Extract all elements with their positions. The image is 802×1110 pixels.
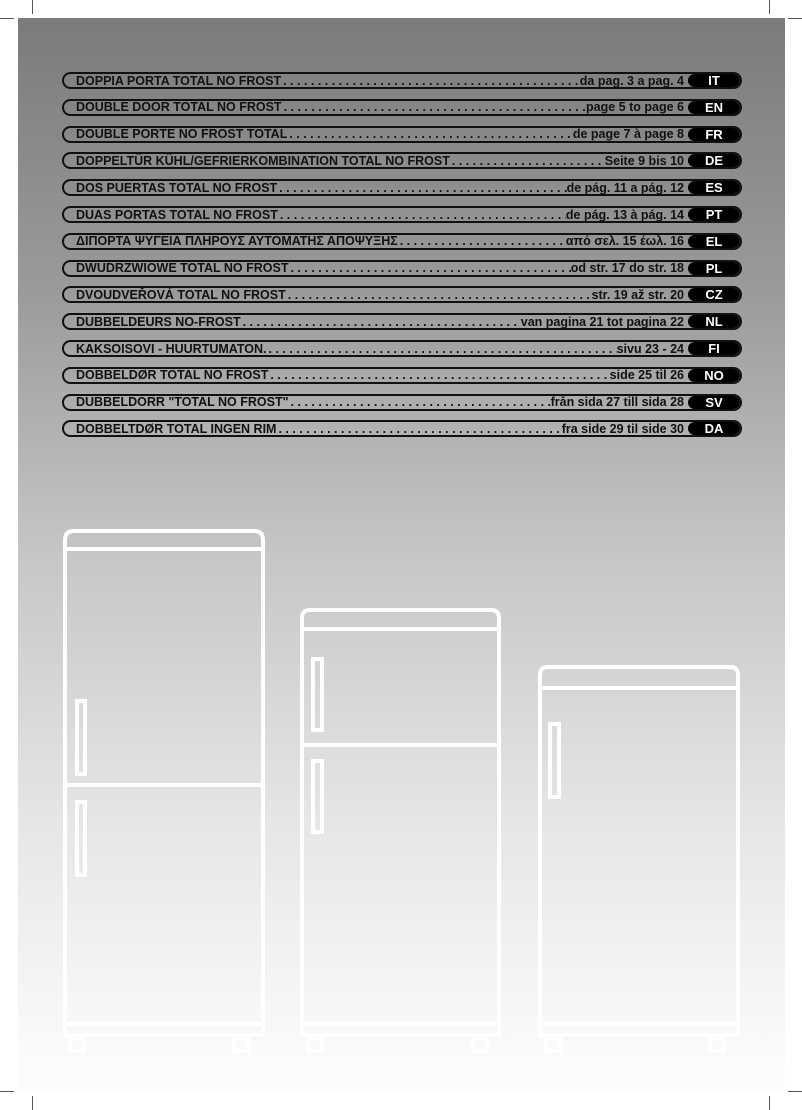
language-badge: SV: [688, 396, 740, 409]
section-title: DUAS PORTAS TOTAL NO FROST: [76, 207, 278, 222]
language-badge: PT: [688, 208, 740, 221]
language-badge: FR: [688, 128, 740, 141]
fridge-double-door-medium-icon: [302, 610, 499, 1051]
page-range: de page 7 à page 8: [572, 127, 684, 142]
fridge-double-door-large-icon: [65, 531, 263, 1051]
section-title: DWUDRZWIOWE TOTAL NO FROST: [76, 261, 289, 276]
page-range: de pág. 11 a pág. 12: [566, 180, 684, 195]
section-title: DOPPIA PORTA TOTAL NO FROST: [76, 73, 282, 88]
page-range: fra side 29 til side 30: [561, 421, 684, 436]
language-badge: PL: [688, 262, 740, 275]
page-range: page 5 to page 6: [586, 100, 684, 115]
language-badge: FI: [688, 342, 740, 355]
page-range: da pag. 3 a pag. 4: [579, 73, 684, 88]
page-range: side 25 til 26: [609, 368, 684, 383]
section-title: DOUBLE DOOR TOTAL NO FROST: [76, 100, 282, 115]
page-range: från sida 27 till sida 28: [550, 395, 684, 410]
language-badge: EL: [688, 235, 740, 248]
section-title: ΔΙΠΟΡΤΑ ΨΥΓΕΙΑ ΠΛΗΡΟΥΣ ΑΥΤΟΜΑΤΗΣ ΑΠΟΨΥΞΗΣ: [76, 234, 398, 249]
section-title: DOBBELTDØR TOTAL INGEN RIM: [76, 421, 277, 436]
page-range: από σελ. 15 έωλ. 16: [565, 234, 684, 249]
language-badge: DA: [688, 422, 740, 435]
section-title: DOBBELDØR TOTAL NO FROST: [76, 368, 269, 383]
section-title: DOPPELTÜR KÜHL/GEFRIERKOMBINATION TOTAL NO FROST: [76, 153, 450, 168]
section-title: DUBBELDEURS NO-FROST: [76, 314, 241, 329]
section-title: DOUBLE PORTE NO FROST TOTAL: [76, 127, 288, 142]
section-title: KAKSOISOVI - HUURTUMATON.: [76, 341, 267, 356]
page-range: de pág. 13 à pág. 14: [565, 207, 684, 222]
section-title: DOS PUERTAS TOTAL NO FROST: [76, 180, 278, 195]
page-range: str. 19 až str. 20: [591, 287, 684, 302]
page-range: van pagina 21 tot pagina 22: [520, 314, 684, 329]
language-badge: DE: [688, 154, 740, 167]
language-badge: CZ: [688, 288, 740, 301]
section-title: DUBBELDÖRR "TOTAL NO FROST": [76, 395, 289, 410]
language-badge: IT: [688, 74, 740, 87]
language-badge: NO: [688, 369, 740, 382]
page-range: Seite 9 bis 10: [604, 153, 684, 168]
fridge-single-door-icon: [540, 667, 738, 1051]
page-range: od str. 17 do str. 18: [570, 261, 684, 276]
language-badge: ES: [688, 181, 740, 194]
page-range: sivu 23 - 24: [616, 341, 684, 356]
section-title: DVOUDVEŘOVÁ TOTAL NO FROST: [76, 287, 286, 302]
language-badge: NL: [688, 315, 740, 328]
language-badge: EN: [688, 101, 740, 114]
